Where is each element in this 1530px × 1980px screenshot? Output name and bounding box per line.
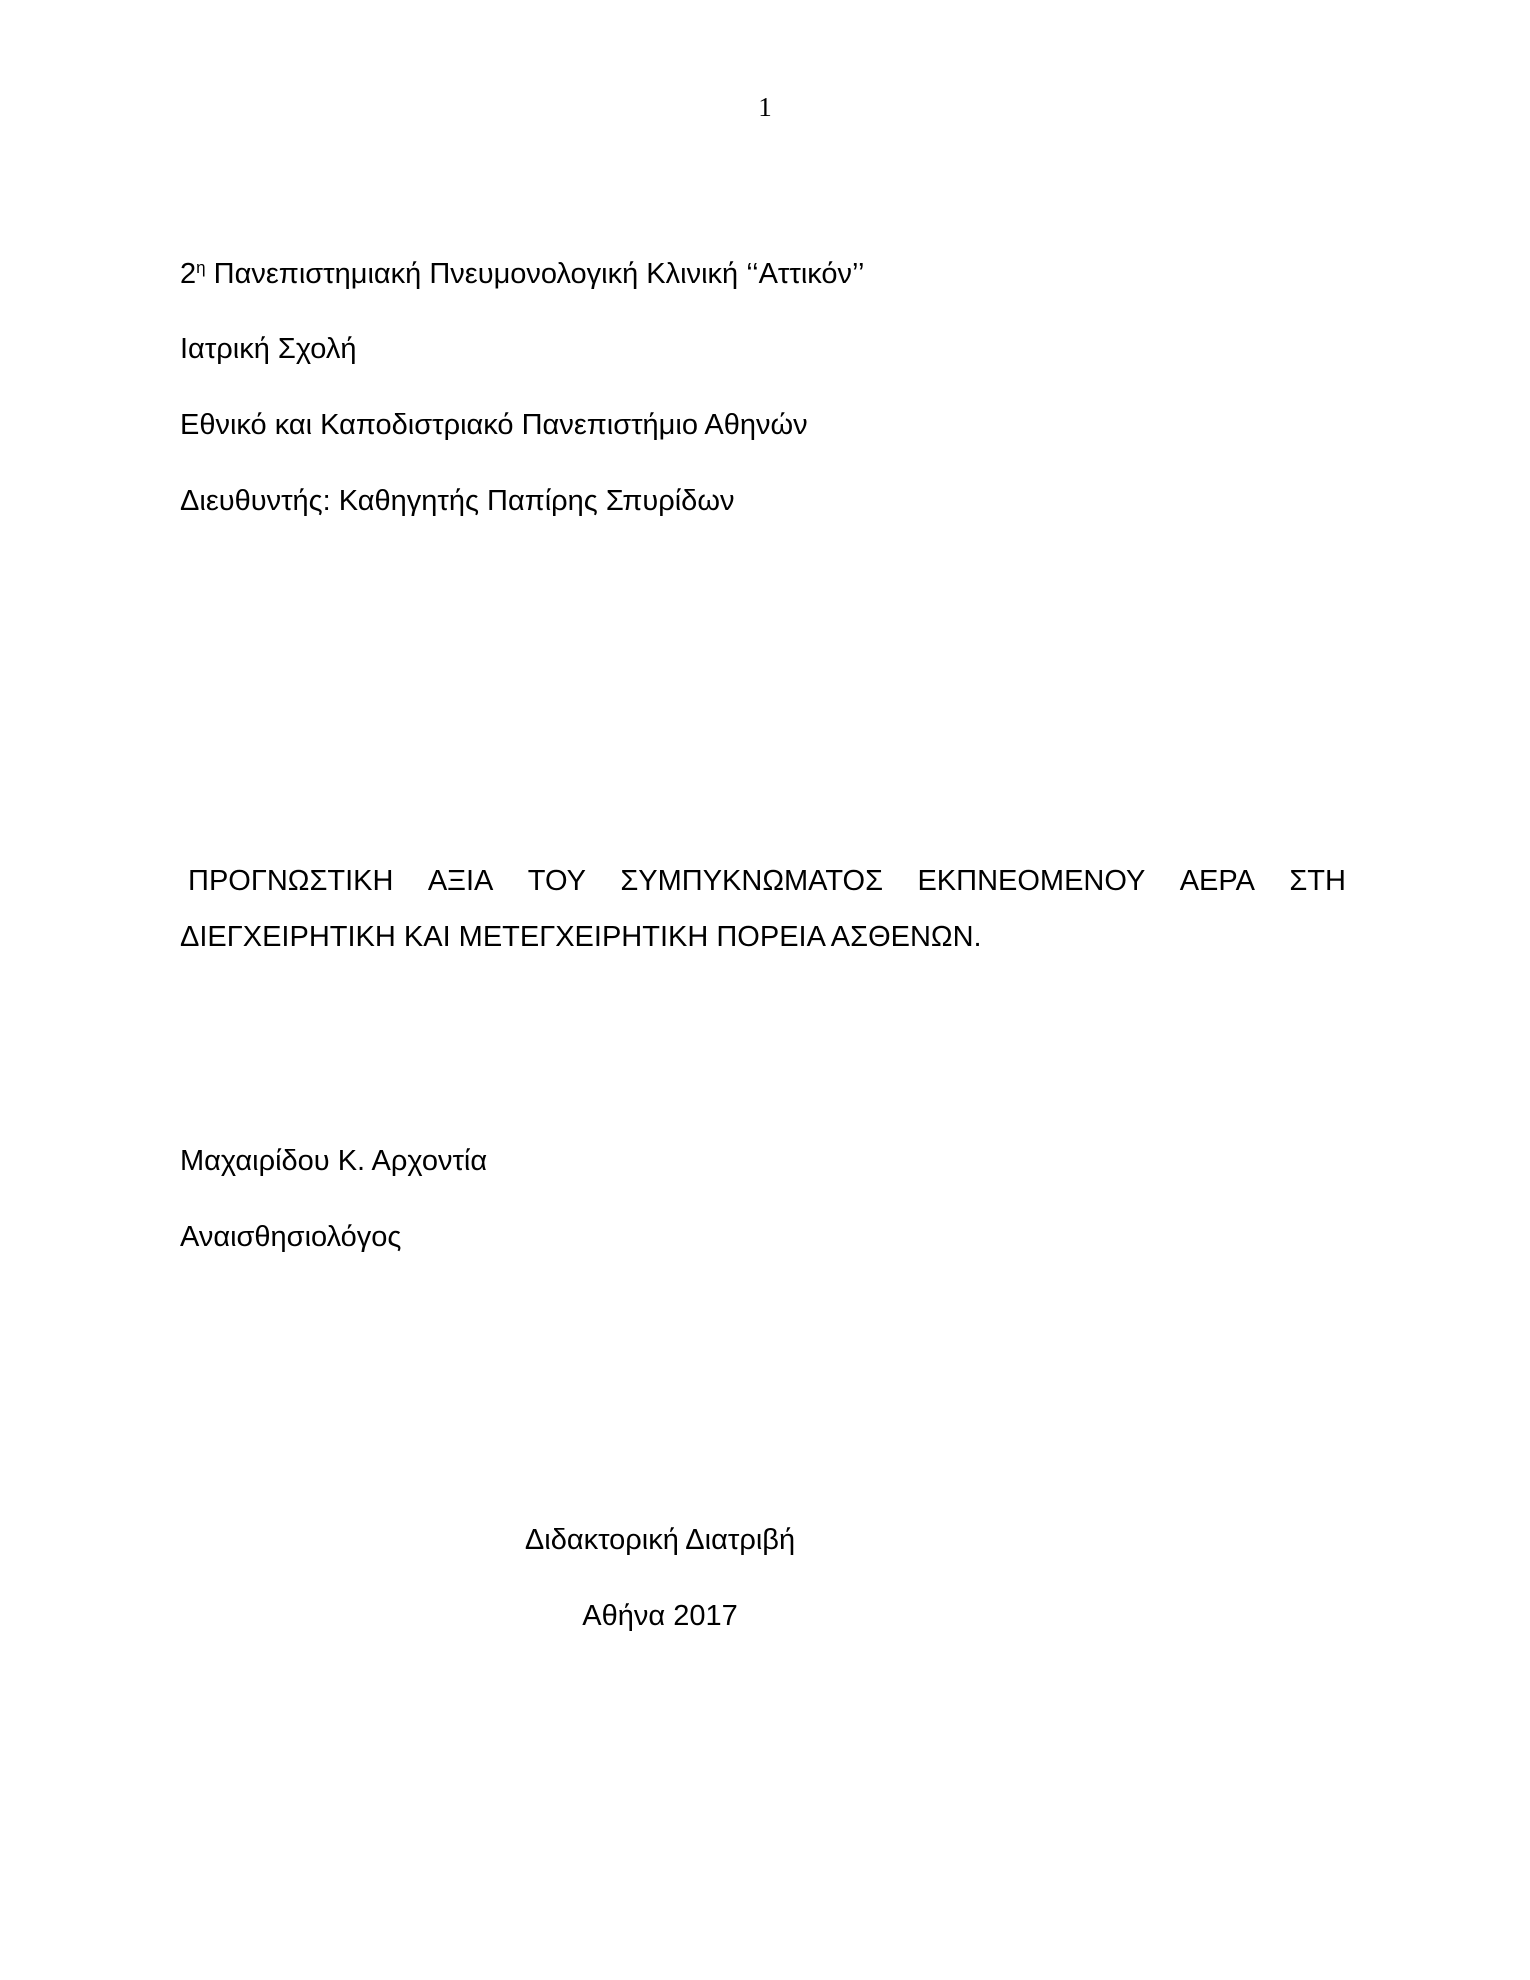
place-year: Αθήνα 2017 [582, 1600, 738, 1632]
title-word: ΑΕΡΑ [1179, 865, 1255, 897]
author-name: Μαχαιρίδου Κ. Αρχοντία [180, 1145, 488, 1177]
clinic-ordinal: 2 [180, 258, 197, 290]
director-line: Διευθυντής: Καθηγητής Παπίρης Σπυρίδων [180, 485, 735, 517]
author-specialty: Αναισθησιολόγος [180, 1221, 402, 1253]
thesis-title [180, 863, 1346, 955]
title-word: ΤΟΥ [527, 865, 586, 897]
title-word: ΕΚΠΝΕΟΜΕΝΟΥ [917, 865, 1146, 897]
title-word: ΠΡΟΓΝΩΣΤΙΚΗ [188, 865, 394, 897]
page-number: 1 [758, 92, 772, 122]
title-line-1 [180, 863, 1346, 899]
clinic-ordinal-suffix: η [196, 258, 206, 277]
title-word: ΣΥΜΠΥΚΝΩΜΑΤΟΣ [620, 865, 884, 897]
title-line-2: ΔΙΕΓΧΕΙΡΗΤΙΚΗ ΚΑΙ ΜΕΤΕΓΧΕΙΡΗΤΙΚΗ ΠΟΡΕΙΑ ΑΣΘΕΝΩΝ. [180, 921, 982, 953]
clinic-name: Πανεπιστημιακή Πνευμονολογική Κλινική ‘‘Αττικόν’’ [213, 258, 865, 290]
title-word: ΑΞΙΑ [427, 865, 494, 897]
school-name: Ιατρική Σχολή [180, 333, 357, 365]
title-word: ΣΤΗ [1289, 865, 1346, 897]
document-type: Διδακτορική Διατριβή [524, 1524, 796, 1556]
clinic-line [180, 256, 864, 292]
university-name: Εθνικό και Καποδιστριακό Πανεπιστήμιο Αθηνών [180, 409, 808, 441]
